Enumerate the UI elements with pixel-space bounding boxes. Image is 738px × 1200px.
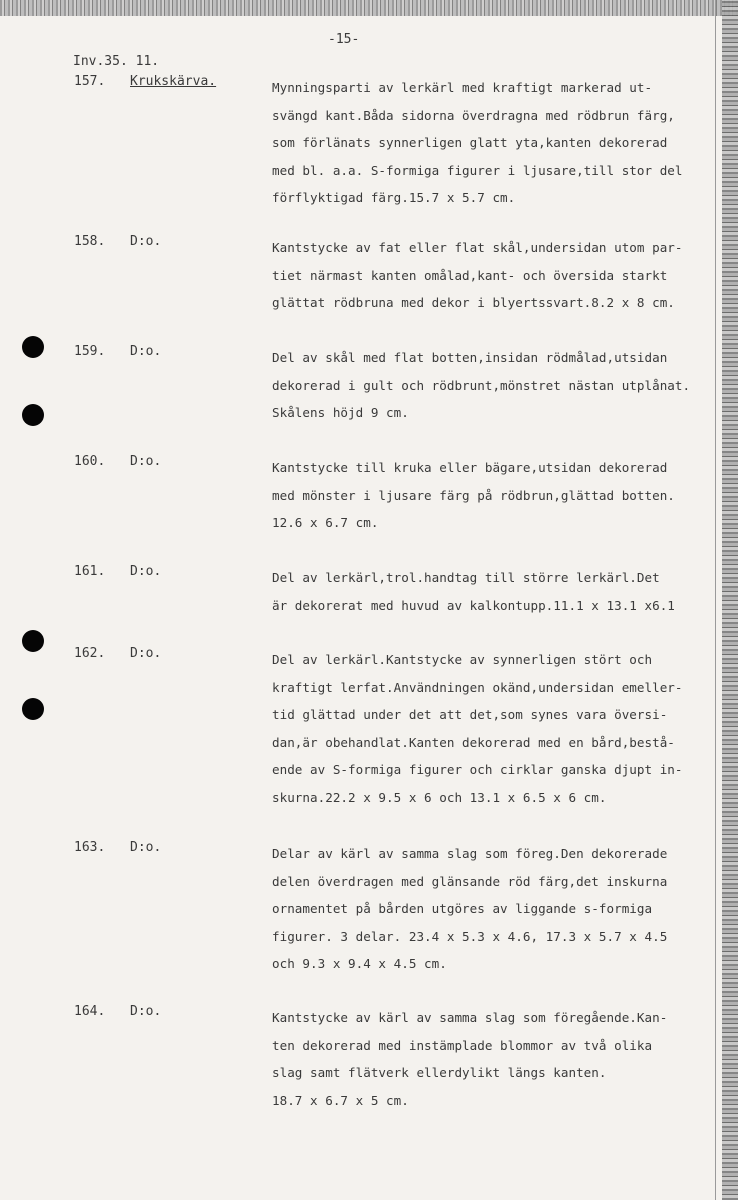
description-line: figurer. 3 delar. 23.4 x 5.3 x 4.6, 17.3 x 5.7 x 4.5 bbox=[272, 928, 668, 944]
entry-term: D:o. bbox=[130, 454, 162, 469]
description-line: Kantstycke av fat eller flat skål,undersidan utom par- bbox=[272, 240, 683, 255]
entry-description bbox=[272, 344, 720, 427]
description-line: ende av S-formiga figurer och cirklar ganska djupt in- bbox=[272, 762, 683, 777]
entry-number: 160. bbox=[74, 454, 106, 469]
punch-hole bbox=[22, 336, 44, 358]
description-line: är dekorerat med huvud av kalkontupp.11.1 x 13.1 x6.1 bbox=[272, 597, 675, 613]
page-number: -15- bbox=[328, 32, 360, 47]
description-line: Delar av kärl av samma slag som föreg.Den dekorerade bbox=[272, 846, 668, 861]
description-line: och 9.3 x 9.4 x 4.5 cm. bbox=[272, 956, 447, 971]
scan-border-right bbox=[722, 0, 738, 1200]
description-line: dan,är obehandlat.Kanten dekorerad med en bård,bestå- bbox=[272, 734, 675, 750]
entry-description bbox=[272, 1004, 720, 1114]
scan-border-top bbox=[0, 0, 738, 16]
description-line: svängd kant.Båda sidorna överdragna med rödbrun färg, bbox=[272, 107, 675, 123]
entry-number: 161. bbox=[74, 564, 106, 579]
description-line: Kantstycke till kruka eller bägare,utsidan dekorerad bbox=[272, 460, 668, 475]
description-line: med mönster i ljusare färg på rödbrun,glättad botten. bbox=[272, 487, 675, 503]
punch-hole bbox=[22, 404, 44, 426]
entry-number: 158. bbox=[74, 234, 106, 249]
description-line: ornamentet på bården utgöres av liggande s-formiga bbox=[272, 901, 653, 916]
entry-number: 162. bbox=[74, 646, 106, 661]
entry-description bbox=[272, 840, 720, 978]
entry-number: 164. bbox=[74, 1004, 106, 1019]
entry-description bbox=[272, 234, 720, 317]
entry-term: D:o. bbox=[130, 646, 162, 661]
punch-hole bbox=[22, 630, 44, 652]
description-line: tiet närmast kanten omålad,kant- och översida starkt bbox=[272, 267, 668, 283]
description-line: Mynningsparti av lerkärl med kraftigt markerad ut- bbox=[272, 80, 653, 95]
punch-hole bbox=[22, 698, 44, 720]
entry-number: 159. bbox=[74, 344, 106, 359]
entry-term: D:o. bbox=[130, 234, 162, 249]
entry-term: D:o. bbox=[130, 344, 162, 359]
entry-number: 163. bbox=[74, 840, 106, 855]
entry-term: D:o. bbox=[130, 564, 162, 579]
description-line: slag samt flätverk ellerdylikt längs kanten. bbox=[272, 1065, 607, 1080]
description-line: Del av lerkärl.Kantstycke av synnerligen stört och bbox=[272, 652, 653, 667]
description-line: dekorerad i gult och rödbrunt,mönstret nästan utplånat. bbox=[272, 377, 691, 393]
entry-description bbox=[272, 74, 720, 212]
inventory-reference: Inv.35. 11. bbox=[73, 54, 160, 69]
description-line: skurna.22.2 x 9.5 x 6 och 13.1 x 6.5 x 6 cm. bbox=[272, 789, 607, 805]
description-line: kraftigt lerfat.Användningen okänd,undersidan emeller- bbox=[272, 679, 683, 695]
description-line: Kantstycke av kärl av samma slag som föregående.Kan- bbox=[272, 1010, 668, 1025]
description-line: 12.6 x 6.7 cm. bbox=[272, 515, 379, 530]
description-line: tid glättad under det att det,som synes vara översi- bbox=[272, 707, 668, 722]
description-line: glättat rödbruna med dekor i blyertssvart.8.2 x 8 cm. bbox=[272, 295, 675, 310]
description-line: delen överdragen med glänsande röd färg,det inskurna bbox=[272, 873, 668, 889]
description-line: med bl. a.a. S-formiga figurer i ljusare,till stor del bbox=[272, 162, 683, 178]
entry-description bbox=[272, 646, 720, 811]
entry-description bbox=[272, 564, 720, 619]
description-line: Del av skål med flat botten,insidan rödmålad,utsidan bbox=[272, 350, 668, 365]
entry-term: Krukskärva. bbox=[130, 74, 217, 89]
description-line: Del av lerkärl,trol.handtag till större lerkärl.Det bbox=[272, 570, 660, 585]
description-line: som förlänats synnerligen glatt yta,kanten dekorerad bbox=[272, 135, 668, 150]
entry-term: D:o. bbox=[130, 1004, 162, 1019]
description-line: Skålens höjd 9 cm. bbox=[272, 405, 409, 420]
description-line: ten dekorerad med instämplade blommor av två olika bbox=[272, 1037, 653, 1053]
entry-term: D:o. bbox=[130, 840, 162, 855]
description-line: 18.7 x 6.7 x 5 cm. bbox=[272, 1092, 409, 1108]
description-line: förflyktigad färg.15.7 x 5.7 cm. bbox=[272, 190, 516, 205]
entry-number: 157. bbox=[74, 74, 106, 89]
entry-description bbox=[272, 454, 720, 537]
